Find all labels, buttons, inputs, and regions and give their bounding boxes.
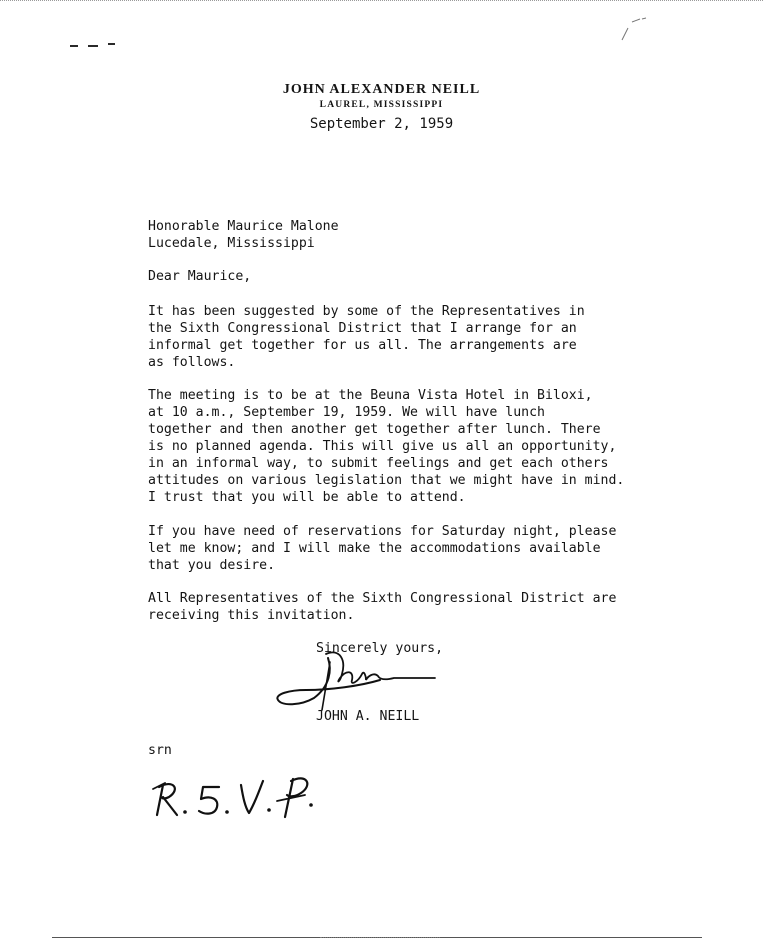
ink-speck (88, 45, 98, 47)
body-paragraph-4 (148, 590, 616, 624)
letterhead-name: JOHN ALEXANDER NEILL (282, 82, 481, 97)
recipient-name: Honorable Maurice Malone (148, 219, 339, 234)
signer-name: JOHN A. NEILL (316, 709, 420, 724)
body-paragraph-2 (148, 387, 624, 506)
handwritten-signature (270, 640, 450, 712)
paragraph-line: receiving this invitation. (148, 608, 355, 623)
paragraph-line: together and then another get together after lunch. There (148, 422, 601, 437)
paragraph-line: If you have need of reservations for Saturday night, please (148, 524, 617, 539)
typist-initials: srn (148, 743, 172, 758)
pencil-mark (618, 16, 648, 42)
scan-edge-dots (0, 0, 763, 3)
recipient-address (148, 218, 339, 252)
recipient-city: Lucedale, Mississippi (148, 236, 315, 251)
paragraph-line: All Representatives of the Sixth Congressional District are (148, 591, 617, 606)
body-paragraph-3 (148, 523, 616, 574)
letter-date: September 2, 1959 (309, 116, 454, 132)
paragraph-line: attitudes on various legislation that we might have in mind. (148, 473, 625, 488)
paragraph-line: that you desire. (148, 558, 276, 573)
paragraph-line: The meeting is to be at the Beuna Vista Hotel in Biloxi, (148, 388, 593, 403)
paragraph-line: at 10 a.m., September 19, 1959. We will have lunch (148, 405, 545, 420)
closing: Sincerely yours, (316, 641, 444, 656)
body-paragraph-1 (148, 303, 585, 371)
paragraph-line: as follows. (148, 355, 236, 370)
paragraph-line: let me know; and I will make the accommodations available (148, 541, 601, 556)
paragraph-line: I trust that you will be able to attend. (148, 490, 466, 505)
salutation: Dear Maurice, (148, 269, 252, 284)
letterhead-place: LAUREL, MISSISSIPPI (319, 100, 444, 110)
handwritten-rsvp-note (145, 765, 325, 825)
paragraph-line: It has been suggested by some of the Representatives in (148, 304, 585, 319)
ink-speck (70, 45, 78, 47)
bottom-edge-dots (320, 937, 440, 938)
paragraph-line: in an informal way, to submit feelings and get each others (148, 456, 609, 471)
paragraph-line: is no planned agenda. This will give us all an opportunity, (148, 439, 617, 454)
paragraph-line: the Sixth Congressional District that I arrange for an (148, 321, 577, 336)
paragraph-line: informal get together for us all. The arrangements are (148, 338, 577, 353)
ink-speck (108, 43, 115, 45)
